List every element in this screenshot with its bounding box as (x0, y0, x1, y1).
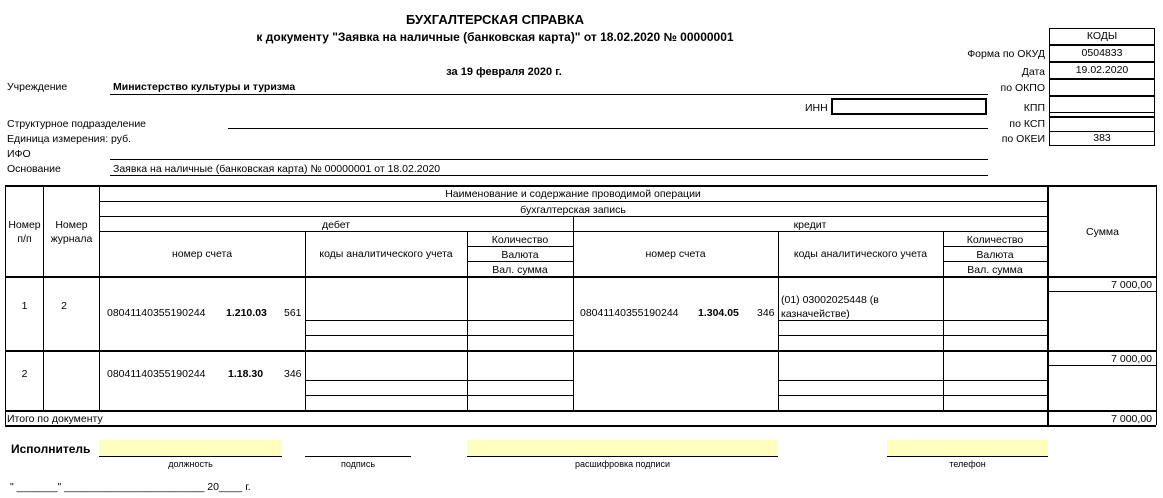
signature-underline (305, 456, 411, 457)
row2-debit-line-1 (305, 380, 573, 381)
credit-header: кредит (793, 219, 827, 231)
basis-value: Заявка на наличные (банковская карта) № 00000001 от 18.02.2020 (113, 163, 441, 175)
debit-qty-header: Количество (491, 234, 549, 246)
okud-value: 0504833 (1049, 45, 1155, 62)
debit-qty-line-1 (467, 246, 573, 247)
col-num-header: Номер п/п (8, 219, 41, 245)
okpo-value (1049, 79, 1155, 96)
credit-qty-line-1 (943, 246, 1047, 247)
date-value: 19.02.2020 (1049, 62, 1155, 79)
credit-currency-header: Валюта (976, 249, 1014, 261)
subdivision-label: Структурное подразделение (7, 118, 147, 130)
row1-credit-account-kosgu: 346 (757, 307, 775, 319)
row1-debit-line-2 (305, 335, 573, 336)
row1-credit-account-main: 1.304.05 (698, 307, 739, 319)
row2-debit-account-main: 1.18.30 (228, 368, 264, 380)
position-field[interactable] (99, 440, 282, 456)
debit-account-header: номер счета (171, 248, 233, 260)
row-separator (5, 350, 1156, 352)
institution-underline (110, 94, 988, 95)
table-row-1-num: 1 (21, 300, 28, 312)
row2-debit-line-2 (305, 395, 573, 396)
unit-label: Единица измерения: руб. (7, 133, 132, 145)
total-top-border (5, 410, 1156, 412)
kpp-value (1049, 102, 1155, 117)
executor-label: Исполнитель (11, 442, 91, 456)
report-date: за 19 февраля 2020 г. (446, 66, 562, 78)
signature-caption: подпись (340, 459, 376, 469)
debit-credit-sep (573, 216, 574, 410)
debit-currency-header: Валюта (501, 249, 539, 261)
debit-qty-line-2 (467, 261, 573, 262)
inn-label: ИНН (805, 102, 828, 114)
credit-cursum-header: Вал. сумма (967, 264, 1023, 276)
row1-debit-line-1 (305, 320, 573, 321)
page-title: БУХГАЛТЕРСКАЯ СПРАВКА (406, 12, 584, 27)
subdivision-underline (228, 128, 988, 129)
debit-header: дебет (321, 219, 351, 231)
table-top-border (5, 185, 1156, 187)
debit-cursum-header: Вал. сумма (492, 264, 548, 276)
position-underline (99, 456, 282, 457)
entry-header: бухгалтерская запись (520, 204, 626, 216)
total-sum: 7 000,00 (1111, 413, 1152, 425)
table-bottom-border (5, 425, 1156, 427)
col-sep-sum (1047, 185, 1049, 426)
signature-decode-field[interactable] (467, 440, 778, 456)
table-row-1-journal: 2 (61, 300, 67, 312)
okei-label: по ОКЕИ (1001, 133, 1045, 145)
row2-credit-line-1 (778, 380, 1047, 381)
phone-underline (887, 456, 1048, 457)
row1-sum-line (1048, 291, 1156, 292)
credit-qty-line-2 (943, 261, 1047, 262)
table-header-bottom (5, 276, 1156, 278)
op-header: Наименование и содержание проводимой операции (445, 188, 701, 200)
row2-debit-account-code: 08041140355190244 (107, 368, 206, 380)
total-label: Итого по документу (7, 413, 103, 425)
row1-credit-analytic: (01) 03002025448 (в казначействе) (781, 294, 879, 320)
credit-qty-header: Количество (966, 234, 1024, 246)
row1-debit-account-main: 1.210.03 (226, 307, 267, 319)
institution-label: Учреждение (7, 81, 68, 93)
table-right-border (1156, 185, 1157, 425)
ifo-underline (110, 159, 988, 160)
phone-caption: телефон (949, 459, 986, 469)
date-label: Дата (1021, 66, 1045, 78)
row2-debit-account-kosgu: 346 (284, 368, 302, 380)
row1-debit-account-code: 08041140355190244 (107, 307, 206, 319)
okud-label: Форма по ОКУД (967, 48, 1045, 60)
row2-sum: 7 000,00 (1111, 353, 1152, 365)
institution-value: Министерство культуры и туризма (113, 81, 296, 93)
col-journal-header: Номер журнала (50, 219, 93, 245)
inn-value (831, 98, 987, 115)
credit-account-header: номер счета (645, 248, 706, 260)
ksp-label: по КСП (1009, 118, 1045, 130)
okei-value: 383 (1049, 131, 1155, 146)
basis-label: Основание (7, 163, 61, 175)
document-reference: к документу "Заявка на наличные (банковская карта)" от 18.02.2020 № 00000001 (256, 30, 734, 44)
row1-credit-account-code: 08041140355190244 (580, 307, 679, 319)
row2-credit-line-2 (778, 395, 1047, 396)
row1-credit-line-2 (778, 335, 1047, 336)
row2-sum-line (1048, 365, 1156, 366)
ifo-label: ИФО (7, 148, 31, 160)
op-header-line (99, 201, 1047, 202)
debit-analytic-header: коды аналитического учета (319, 248, 453, 260)
kpp-label: КПП (1023, 102, 1045, 114)
row1-sum: 7 000,00 (1111, 279, 1152, 291)
decode-underline (467, 456, 778, 457)
table-row-2-num: 2 (21, 368, 28, 380)
codes-header: КОДЫ (1049, 28, 1155, 45)
sum-header: Сумма (1086, 226, 1119, 238)
ksp-value (1049, 117, 1155, 132)
decode-caption: расшифровка подписи (575, 459, 670, 469)
phone-field[interactable] (887, 440, 1048, 456)
basis-underline (110, 175, 988, 176)
footer-date-line: " _______" ________________________ 20____ г. (10, 481, 251, 493)
row1-debit-account-kosgu: 561 (284, 307, 302, 319)
okpo-label: по ОКПО (1000, 82, 1045, 94)
position-caption: должность (168, 459, 213, 469)
credit-analytic-header: коды аналитического учета (793, 248, 928, 260)
